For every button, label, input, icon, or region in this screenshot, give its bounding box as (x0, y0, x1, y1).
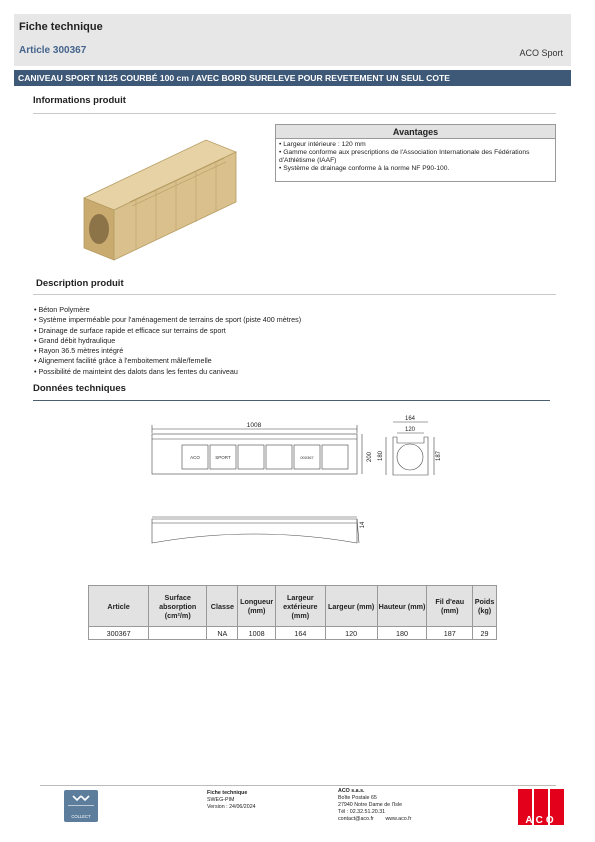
dimension-height-front: 200 (367, 451, 373, 463)
advantage-item: • Gamme conforme aux prescriptions de l'Association Internationale des Fédérations d'Athlétisme (IAAF) (279, 149, 530, 164)
table-cell: NA (207, 627, 238, 640)
footer-doc-version: Version : 24/06/2024 (207, 804, 256, 810)
footer-doc-info (207, 790, 256, 811)
table-header-cell: Longueur (mm) (238, 586, 276, 627)
section-divider (33, 400, 550, 401)
table-header-cell: Surface absorption (cm²/m) (149, 586, 207, 627)
technical-data-table (88, 585, 497, 640)
section-divider (33, 113, 556, 114)
collect-logo (64, 790, 98, 822)
product-image (56, 128, 246, 268)
aco-logo (518, 789, 564, 825)
dimension-width-inner: 120 (404, 427, 416, 433)
section-technical-title: Données techniques (33, 383, 126, 394)
panel-sport-label: SPORT (215, 455, 231, 460)
footer-divider (40, 785, 556, 786)
panel-aco-label: ACO (190, 455, 200, 460)
article-number: Article 300367 (19, 45, 87, 56)
collect-logo-text: COLLECT (71, 814, 91, 819)
table-header-cell: Largeur (mm) (325, 586, 377, 627)
footer-company-po-box: Boîte Postale 65 (338, 795, 377, 801)
table-header-row (89, 586, 497, 627)
table-cell: 164 (275, 627, 325, 640)
footer-company-name: ACO s.a.s. (338, 788, 365, 794)
table-cell: 29 (473, 627, 497, 640)
table-cell: 187 (427, 627, 473, 640)
advantage-item: • Largeur intérieure : 120 mm (279, 141, 366, 148)
product-title-banner: CANIVEAU SPORT N125 COURBÉ 100 cm / AVEC BORD SURELEVE POUR REVETEMENT UN SEUL COTE (14, 70, 571, 86)
doc-title: Fiche technique (19, 21, 103, 33)
description-item: • Rayon 36.5 mètres intégré (34, 346, 124, 356)
table-header-cell: Fil d'eau (mm) (427, 586, 473, 627)
table-header-cell: Hauteur (mm) (377, 586, 427, 627)
table-cell: 120 (325, 627, 377, 640)
dimension-bottom: 14 (360, 521, 366, 529)
panel-code-label: 000367 (300, 455, 314, 460)
table-row (89, 627, 497, 640)
table-header-cell: Classe (207, 586, 238, 627)
advantages-title: Avantages (276, 125, 555, 139)
dimension-length: 1008 (246, 422, 262, 429)
dimension-section-left: 180 (378, 450, 384, 462)
technical-drawing (140, 413, 460, 558)
table-cell: 180 (377, 627, 427, 640)
dimension-section-right: 187 (436, 450, 442, 462)
description-item: • Béton Polymère (34, 305, 90, 314)
table-header-cell: Largeur extérieure (mm) (275, 586, 325, 627)
footer-company-phone: Tél : 02.32.51.20.31 (338, 809, 386, 815)
chevron-logo-icon (64, 790, 98, 822)
aco-logo-text: ACO (525, 815, 557, 825)
footer-company-address: 27940 Notre Dame de l'Isle (338, 802, 403, 808)
advantages-box (275, 124, 556, 182)
section-description-title: Description produit (36, 278, 124, 289)
description-item: • Possibilité de mainteint des dalots dans les fentes du caniveau (34, 366, 238, 376)
description-item: • Système imperméable pour l'aménagement de terrains de sport (piste 400 mètres) (34, 315, 302, 325)
footer-doc-source: SWEG-PIM (207, 797, 235, 803)
dimension-width-outer: 164 (404, 416, 416, 422)
brand-name: ACO Sport (519, 48, 563, 58)
footer-company-info (338, 788, 411, 823)
footer-company-contact: contact@aco.fr www.aco.fr (338, 816, 412, 822)
section-divider (33, 294, 556, 295)
section-info-title: Informations produit (33, 95, 126, 106)
advantage-item: • Système de drainage conforme à la norme NF P90-100. (279, 165, 450, 172)
description-item: • Grand débit hydraulique (34, 335, 116, 345)
description-list (34, 305, 301, 377)
footer-doc-type: Fiche technique (207, 790, 248, 796)
header (14, 14, 571, 66)
description-item: • Drainage de surface rapide et efficace sur terrains de sport (34, 325, 226, 335)
table-cell (149, 627, 207, 640)
table-header-cell: Poids (kg) (473, 586, 497, 627)
table-cell: 1008 (238, 627, 276, 640)
description-item: • Alignement facilité grâce à l'emboitement mâle/femelle (34, 356, 212, 366)
table-header-cell: Article (89, 586, 149, 627)
table-cell: 300367 (89, 627, 149, 640)
